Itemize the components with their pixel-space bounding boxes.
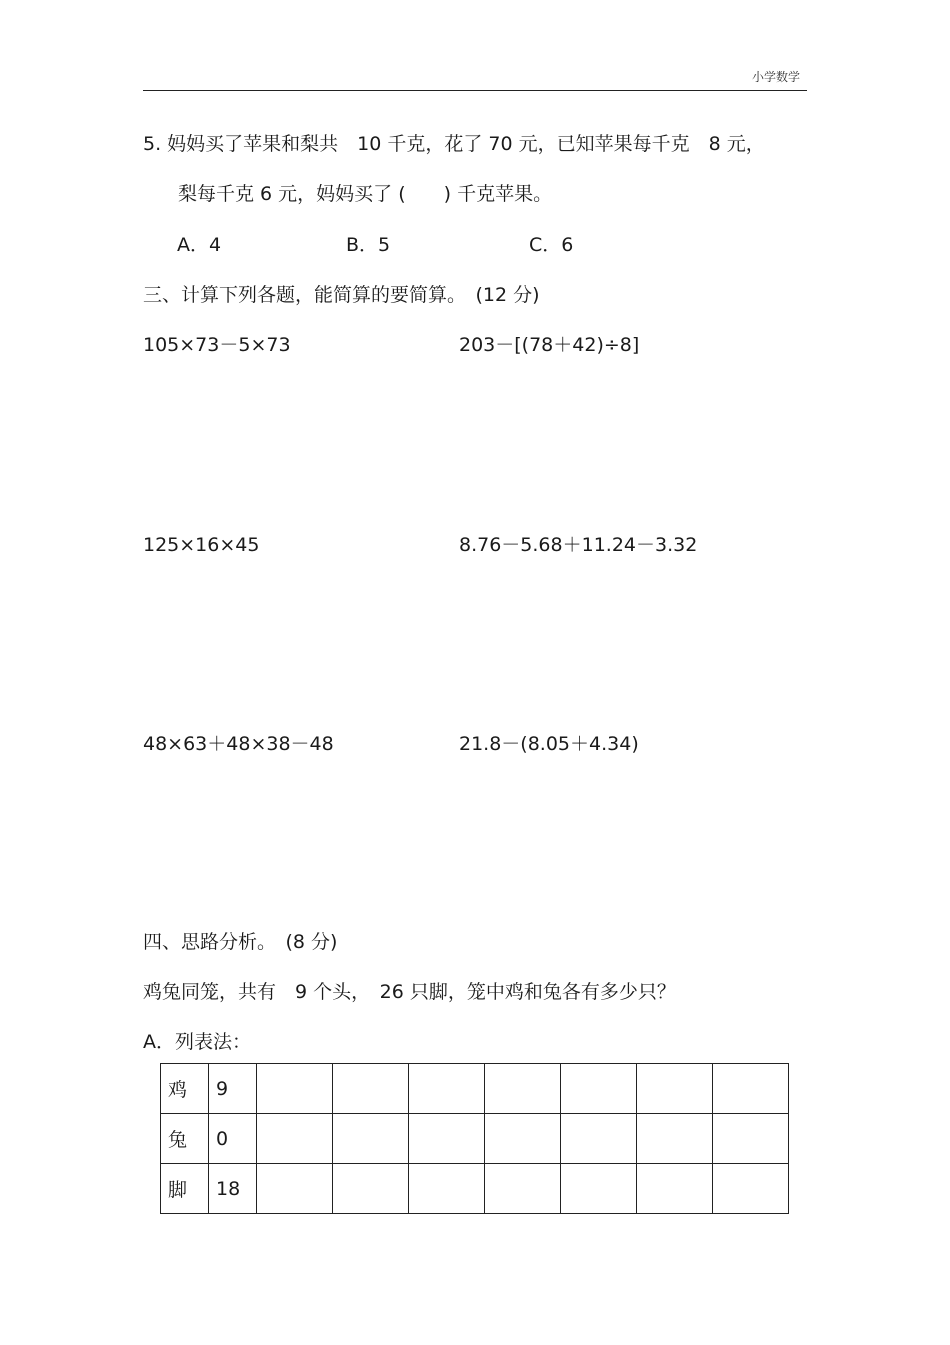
tally-table xyxy=(160,1063,789,1214)
blank-cell[interactable] xyxy=(333,1114,409,1164)
blank-cell[interactable] xyxy=(257,1164,333,1214)
blank-cell[interactable] xyxy=(485,1064,561,1114)
blank-cell[interactable] xyxy=(333,1164,409,1214)
blank-cell[interactable] xyxy=(409,1114,485,1164)
blank-cell[interactable] xyxy=(637,1114,713,1164)
blank-cell[interactable] xyxy=(713,1114,789,1164)
blank-cell[interactable] xyxy=(561,1064,637,1114)
option-c: C．6 xyxy=(529,234,574,256)
blank-cell[interactable] xyxy=(409,1164,485,1214)
method-a-label: A．列表法： xyxy=(143,1031,251,1053)
blank-cell[interactable] xyxy=(637,1064,713,1114)
row-initial-value: 9 xyxy=(209,1064,257,1114)
table-row xyxy=(161,1114,789,1164)
blank-cell[interactable] xyxy=(561,1114,637,1164)
row-initial-value: 0 xyxy=(209,1114,257,1164)
blank-cell[interactable] xyxy=(713,1064,789,1114)
question5-line1: 5. 妈妈买了苹果和梨共 10 千克，花了 70 元，已知苹果每千克 8 元， xyxy=(143,133,765,155)
row-label: 脚 xyxy=(161,1164,209,1214)
calc-problem-2: 203－[(78＋42)÷8] xyxy=(459,334,640,356)
blank-cell[interactable] xyxy=(485,1164,561,1214)
calc-problem-5: 48×63＋48×38－48 xyxy=(143,733,334,755)
blank-cell[interactable] xyxy=(713,1164,789,1214)
question5-line2: 梨每千克 6 元，妈妈买了 ( ) 千克苹果。 xyxy=(178,183,553,205)
blank-cell[interactable] xyxy=(257,1064,333,1114)
blank-cell[interactable] xyxy=(409,1064,485,1114)
table-row xyxy=(161,1064,789,1114)
calc-problem-3: 125×16×45 xyxy=(143,534,260,556)
row-label: 兔 xyxy=(161,1114,209,1164)
row-label: 鸡 xyxy=(161,1064,209,1114)
section4-problem: 鸡兔同笼，共有 9 个头， 26 只脚，笼中鸡和兔各有多少只？ xyxy=(143,981,676,1003)
blank-cell[interactable] xyxy=(637,1164,713,1214)
row-initial-value: 18 xyxy=(209,1164,257,1214)
section3-title: 三、计算下列各题，能简算的要简算。 (12 分) xyxy=(143,284,540,306)
blank-cell[interactable] xyxy=(561,1164,637,1214)
option-a: A．4 xyxy=(177,234,222,256)
calc-problem-6: 21.8－(8.05＋4.34) xyxy=(459,733,639,755)
blank-cell[interactable] xyxy=(257,1114,333,1164)
header-subject: 小学数学 xyxy=(752,70,801,84)
table-row xyxy=(161,1164,789,1214)
calc-problem-1: 105×73－5×73 xyxy=(143,334,291,356)
option-b: B．5 xyxy=(346,234,391,256)
section4-title: 四、思路分析。 (8 分) xyxy=(143,931,338,953)
header-rule xyxy=(143,90,807,91)
blank-cell[interactable] xyxy=(333,1064,409,1114)
blank-cell[interactable] xyxy=(485,1114,561,1164)
calc-problem-4: 8.76－5.68＋11.24－3.32 xyxy=(459,534,698,556)
